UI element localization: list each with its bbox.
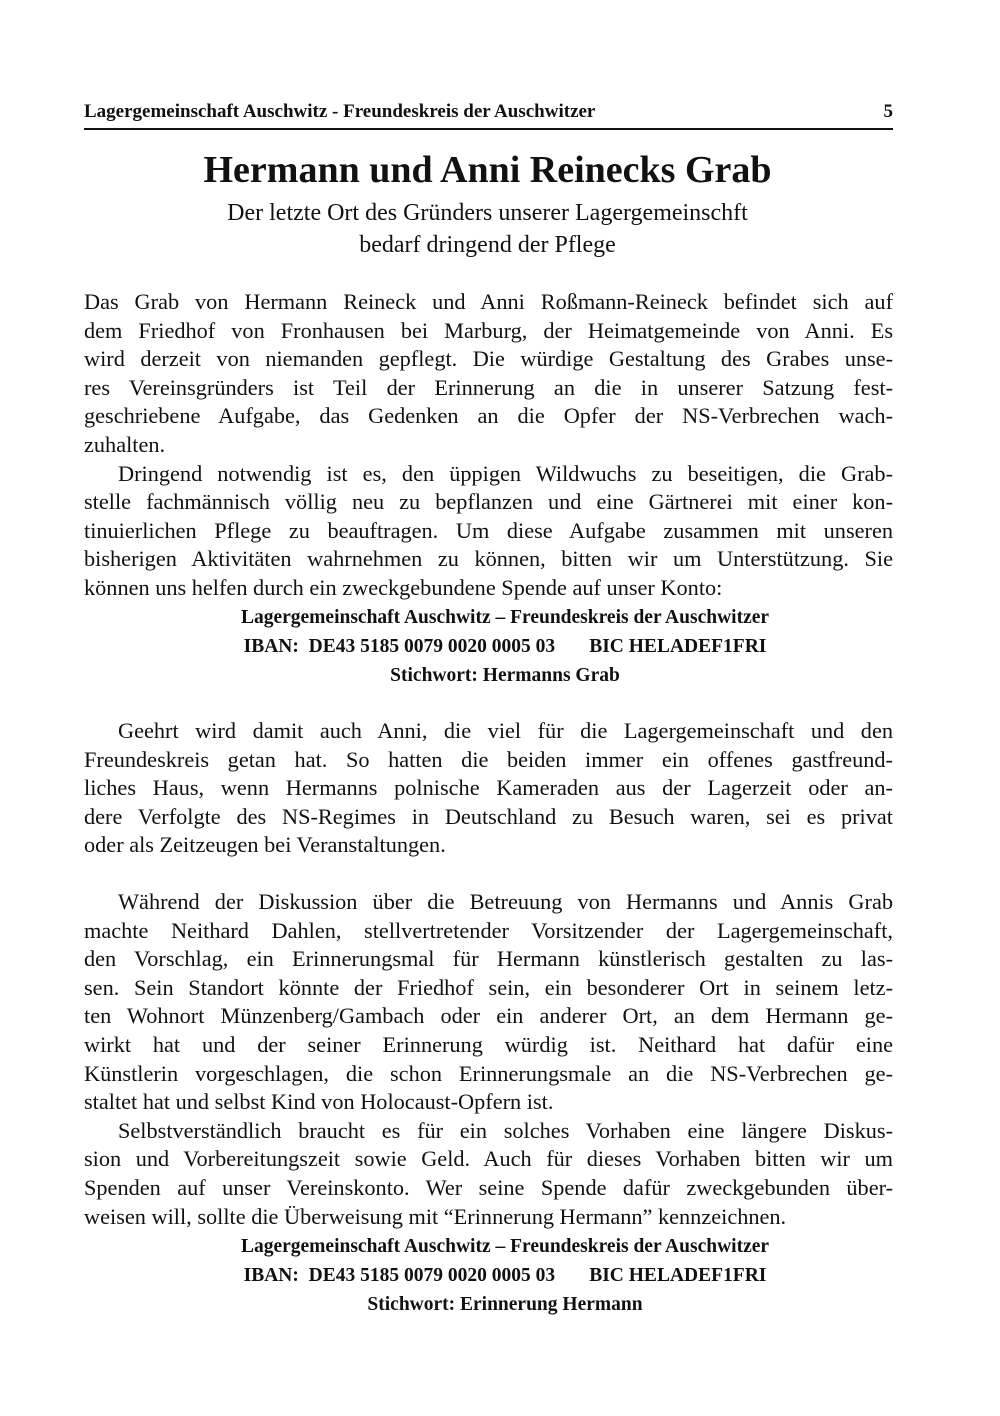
paragraph-line: Künstlerin vorgeschlagen, die schon Erinnerungsmale an die NS-Verbrechen ge-	[84, 1060, 893, 1086]
article-subtitle-line-2: bedarf dringend der Pflege	[359, 232, 616, 258]
paragraph-line: Spenden auf unser Vereinskonto. Wer seine Spende dafür zweckgebunden über-	[84, 1174, 893, 1200]
article-subtitle-line-1: Der letzte Ort des Gründers unserer Lagergemeinschft	[227, 200, 748, 226]
body-section-2	[84, 717, 893, 860]
paragraph-line: den Vorschlag, ein Erinnerungsmal für Hermann künstlerisch gestalten zu las-	[84, 946, 893, 972]
iban-bic: IBAN: DE43 5185 0079 0020 0005 03 BIC HELADEF1FRI	[243, 636, 767, 657]
account-holder: Lagergemeinschaft Auschwitz – Freundeskreis der Auschwitzer	[240, 607, 770, 628]
paragraph-line: tinuierlichen Pflege zu beauftragen. Um diese Aufgabe zusammen mit unseren	[84, 517, 893, 543]
paragraph-line: geschriebene Aufgabe, das Gedenken an die Opfer der NS-Verbrechen wach-	[84, 403, 893, 429]
paragraph-line: res Vereinsgründers ist Teil der Erinnerung an die in unserer Satzung fest-	[84, 374, 893, 400]
paragraph-line: Freundeskreis getan hat. So hatten die beiden immer ein offenes gastfreund-	[84, 746, 893, 772]
body-section-1	[84, 288, 893, 603]
paragraph-line: ten Wohnort Münzenberg/Gambach oder ein anderer Ort, an dem Hermann ge-	[84, 1003, 893, 1029]
account-holder: Lagergemeinschaft Auschwitz – Freundeskreis der Auschwitzer	[240, 1236, 770, 1257]
paragraph-line: können uns helfen durch ein zweckgebundene Spende auf unser Konto:	[84, 574, 723, 600]
paragraph-line: bisherigen Aktivitäten wahrnehmen zu können, bitten wir um Unterstützung. Sie	[84, 546, 893, 572]
iban-bic: IBAN: DE43 5185 0079 0020 0005 03 BIC HELADEF1FRI	[243, 1265, 767, 1286]
paragraph-line: zuhalten.	[84, 431, 166, 457]
paragraph-line: Während der Diskussion über die Betreuung von Hermanns und Annis Grab	[118, 889, 893, 914]
paragraph-line: Das Grab von Hermann Reineck und Anni Roßmann-Reineck befindet sich auf	[84, 289, 893, 314]
reference-keyword: Stichwort: Hermanns Grab	[390, 665, 620, 686]
paragraph-line: stelle fachmännisch völlig neu zu bepflanzen und eine Gärtnerei mit einer kon-	[84, 489, 893, 515]
paragraph-line: Geehrt wird damit auch Anni, die viel für die Lagergemeinschaft und den	[118, 718, 893, 743]
paragraph-line: dere Verfolgte des NS-Regimes in Deutschland zu Besuch waren, sei es privat	[84, 803, 893, 829]
paragraph-line: machte Neithard Dahlen, stellvertretender Vorsitzender der Lagergemeinschaft,	[84, 917, 893, 943]
paragraph-line: weisen will, sollte die Überweisung mit “Erinnerung Hermann” kennzeichnen.	[84, 1203, 787, 1229]
paragraph-line: Selbstverständlich braucht es für ein solches Vorhaben eine längere Diskus-	[118, 1117, 893, 1143]
paragraph-line: oder als Zeitzeugen bei Veranstaltungen.	[84, 832, 446, 858]
paragraph-line: liches Haus, wenn Hermanns polnische Kameraden aus der Lagerzeit oder an-	[84, 775, 893, 801]
paragraph-line: sen. Sein Standort könnte der Friedhof sein, ein besonderer Ort in seinem letz-	[84, 974, 893, 1000]
header-title: Lagergemeinschaft Auschwitz - Freundeskreis der Auschwitzer	[84, 101, 596, 122]
body-section-3	[84, 888, 893, 1231]
paragraph-line: wird derzeit von niemanden gepflegt. Die würdige Gestaltung des Grabes unse-	[84, 346, 893, 372]
page-number: 5	[883, 101, 893, 122]
bank-details-1	[84, 603, 926, 690]
article-title: Hermann und Anni Reinecks Grab	[203, 149, 772, 191]
bank-details-2	[84, 1232, 926, 1319]
paragraph-line: Dringend notwendig ist es, den üppigen Wildwuchs zu beseitigen, die Grab-	[118, 460, 893, 486]
paragraph-line: staltet hat und selbst Kind von Holocaust-Opfern ist.	[84, 1089, 554, 1115]
paragraph-line: sion und Vorbereitungszeit sowie Geld. Auch für dieses Vorhaben bitten wir um	[84, 1146, 893, 1172]
paragraph-line: wirkt hat und der seiner Erinnerung würdig ist. Neithard hat dafür eine	[84, 1031, 893, 1057]
reference-keyword: Stichwort: Erinnerung Hermann	[367, 1294, 643, 1315]
paragraph-line: dem Friedhof von Fronhausen bei Marburg, der Heimatgemeinde von Anni. Es	[84, 317, 893, 343]
header-rule	[84, 128, 893, 130]
running-header	[84, 101, 893, 125]
